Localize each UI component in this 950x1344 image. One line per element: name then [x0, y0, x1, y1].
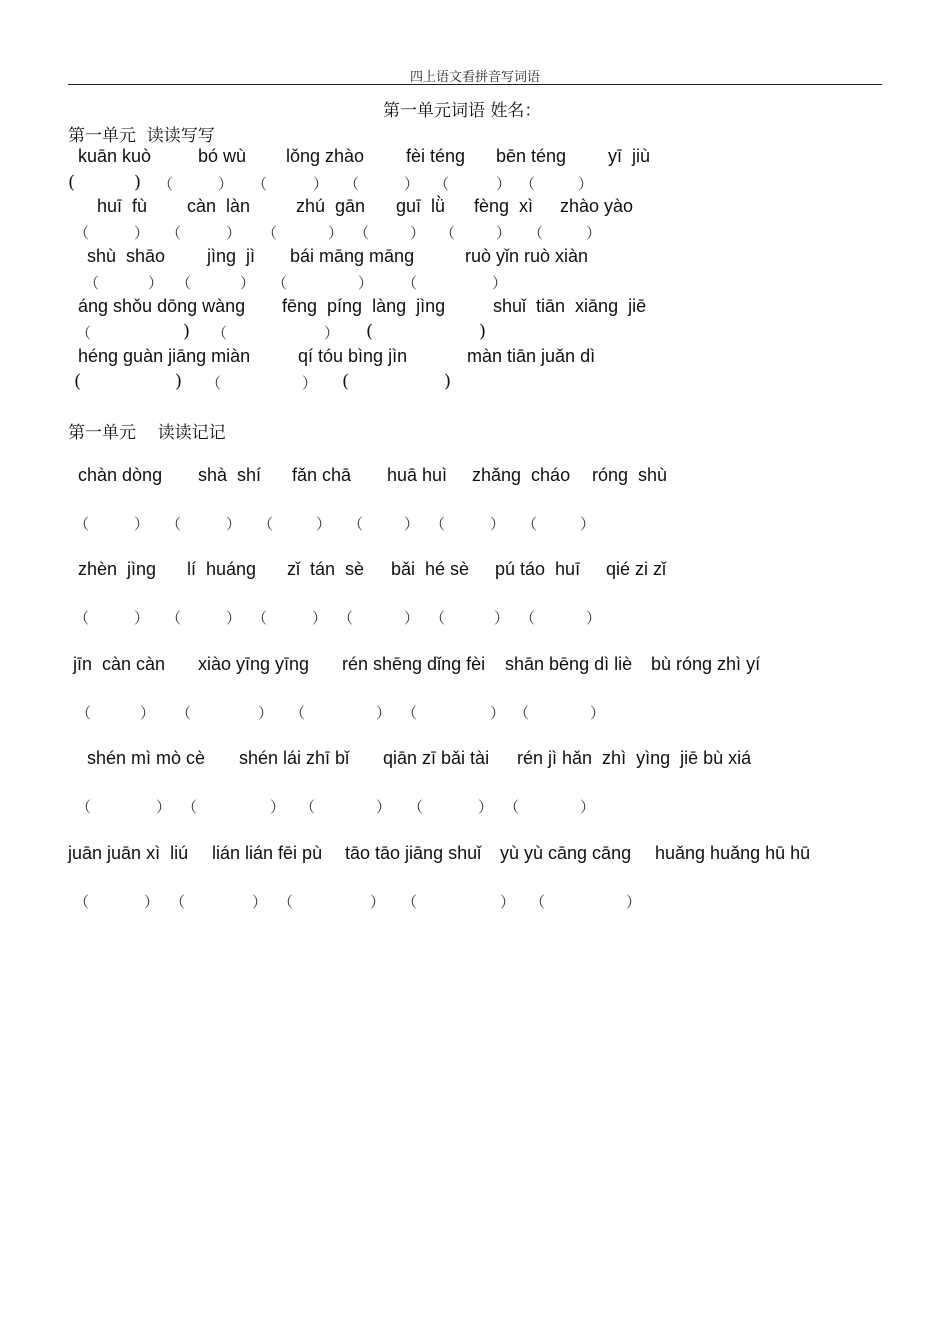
pinyin-word: bái māng māng — [290, 246, 415, 266]
pinyin-word: càn làn — [187, 196, 251, 216]
pinyin-word: lí huáng — [187, 559, 257, 579]
answer-paren-open: （ — [206, 374, 222, 392]
pinyin-word: jìng jì — [207, 246, 256, 266]
pinyin-word: qí tóu bìng jìn — [298, 346, 408, 366]
pinyin-word: lián lián fēi pù — [212, 843, 323, 863]
pinyin-word: ruò yǐn ruò xiàn — [465, 246, 589, 266]
answer-paren-open: （ — [76, 798, 92, 816]
pinyin-word: áng shǒu dōng wàng — [78, 296, 246, 316]
section1-heading: 第一单元 读读写写 — [68, 126, 215, 146]
answer-paren-close: ） — [626, 893, 642, 911]
answer-paren-close: ） — [312, 609, 328, 627]
answer-paren-close: ） — [252, 893, 268, 911]
answer-paren-close: ） — [500, 893, 516, 911]
pinyin-word: tāo tāo jiāng shuǐ — [345, 843, 482, 863]
answer-paren-close: ） — [492, 274, 508, 292]
answer-paren-open: （ — [520, 175, 536, 193]
pinyin-word: rén shēng dǐng fèi — [342, 654, 486, 674]
pinyin-word: shén lái zhī bǐ — [239, 748, 350, 768]
answer-paren-open: （ — [170, 893, 186, 911]
answer-paren-open: （ — [348, 515, 364, 533]
answer-paren-open: （ — [528, 224, 544, 242]
answer-paren-open: （ — [354, 224, 370, 242]
page-title: 第一单元词语 姓名： — [383, 101, 542, 121]
pinyin-word: bēn téng — [496, 146, 567, 166]
pinyin-word: shù shāo — [87, 246, 166, 266]
answer-paren-open: （ — [504, 798, 520, 816]
answer-paren-open: （ — [212, 324, 228, 342]
answer-paren-open: ( — [342, 371, 350, 392]
pinyin-word: zhǎng cháo — [472, 465, 571, 485]
pinyin-word: shuǐ tiān xiāng jiē — [493, 296, 647, 316]
answer-paren-close: ） — [302, 374, 318, 392]
answer-paren-close: ） — [410, 224, 426, 242]
answer-paren-close: ） — [586, 224, 602, 242]
pinyin-word: zhú gān — [296, 196, 366, 216]
answer-paren-open: （ — [252, 175, 268, 193]
answer-paren-open: （ — [74, 609, 90, 627]
answer-paren-open: （ — [176, 704, 192, 722]
answer-paren-close: ） — [148, 274, 164, 292]
answer-paren-open: （ — [402, 704, 418, 722]
pinyin-word: fēng píng làng jìng — [282, 296, 446, 316]
answer-paren-close: ） — [134, 609, 150, 627]
pinyin-word: zǐ tán sè — [287, 559, 365, 579]
answer-paren-open: （ — [74, 893, 90, 911]
pinyin-word: qiān zī bǎi tài — [383, 748, 490, 768]
answer-paren-close: ） — [590, 704, 606, 722]
answer-paren-open: （ — [434, 175, 450, 193]
answer-paren-close: ） — [494, 609, 510, 627]
pinyin-word: xiào yīng yīng — [198, 654, 310, 674]
answer-paren-close: ） — [404, 515, 420, 533]
pinyin-word: bù róng zhì yí — [651, 654, 761, 674]
pinyin-word: zhào yào — [560, 196, 634, 216]
pinyin-word: fèi téng — [406, 146, 466, 166]
answer-paren-close: ） — [580, 798, 596, 816]
answer-paren-open: （ — [258, 515, 274, 533]
answer-paren-open: （ — [522, 515, 538, 533]
answer-paren-close: ） — [226, 609, 242, 627]
answer-paren-open: （ — [278, 893, 294, 911]
answer-paren-close: ） — [586, 609, 602, 627]
answer-paren-close: ） — [370, 893, 386, 911]
pinyin-word: héng guàn jiāng miàn — [78, 346, 251, 366]
pinyin-word: huǎng huǎng hū hū — [655, 843, 811, 863]
answer-paren-open: （ — [300, 798, 316, 816]
answer-paren-open: ( — [68, 172, 76, 193]
pinyin-word: shān bēng dì liè — [505, 654, 633, 674]
pinyin-word: bó wù — [198, 146, 247, 166]
answer-paren-close: ） — [496, 224, 512, 242]
pinyin-word: rén jì hǎn zhì yìng jiē bù xiá — [517, 748, 752, 768]
answer-paren-close: ) — [134, 172, 142, 193]
answer-paren-close: ） — [490, 704, 506, 722]
answer-paren-close: ) — [444, 371, 452, 392]
answer-paren-open: （ — [290, 704, 306, 722]
answer-paren-open: （ — [76, 704, 92, 722]
pinyin-word: chàn dòng — [78, 465, 163, 485]
document-header: 四上语文看拼音写词语 — [409, 70, 540, 85]
answer-paren-close: ） — [358, 274, 374, 292]
answer-paren-open: （ — [272, 274, 288, 292]
answer-paren-open: （ — [74, 224, 90, 242]
answer-paren-open: （ — [514, 704, 530, 722]
answer-paren-open: （ — [402, 893, 418, 911]
answer-paren-close: ） — [258, 704, 274, 722]
answer-paren-open: （ — [430, 515, 446, 533]
answer-paren-close: ） — [580, 515, 596, 533]
answer-paren-close: ） — [226, 515, 242, 533]
answer-paren-open: ( — [74, 371, 82, 392]
answer-paren-close: ) — [479, 321, 487, 342]
pinyin-word: shà shí — [198, 465, 262, 485]
section2-heading: 第一单元 读读记记 — [68, 423, 226, 443]
pinyin-word: kuān kuò — [78, 146, 152, 166]
pinyin-word: yī jiù — [608, 146, 651, 166]
pinyin-word: huā huì — [387, 465, 448, 485]
pinyin-word: fèng xì — [474, 196, 534, 216]
pinyin-word: róng shù — [592, 465, 668, 485]
pinyin-word: jīn càn càn — [73, 654, 166, 674]
answer-paren-close: ） — [496, 175, 512, 193]
answer-paren-close: ） — [226, 224, 242, 242]
answer-paren-open: （ — [344, 175, 360, 193]
answer-paren-open: （ — [176, 274, 192, 292]
answer-paren-close: ） — [404, 175, 420, 193]
pinyin-word: màn tiān juǎn dì — [467, 346, 596, 366]
answer-paren-open: （ — [74, 515, 90, 533]
answer-paren-close: ） — [490, 515, 506, 533]
answer-paren-close: ） — [328, 224, 344, 242]
answer-paren-close: ） — [478, 798, 494, 816]
answer-paren-close: ） — [270, 798, 286, 816]
answer-paren-open: （ — [182, 798, 198, 816]
answer-paren-open: ( — [366, 321, 374, 342]
answer-paren-open: （ — [430, 609, 446, 627]
answer-paren-close: ) — [175, 371, 183, 392]
answer-paren-close: ） — [316, 515, 332, 533]
answer-paren-close: ） — [313, 175, 329, 193]
answer-paren-open: （ — [402, 274, 418, 292]
answer-paren-close: ） — [140, 704, 156, 722]
pinyin-word: pú táo huī — [495, 559, 581, 579]
answer-paren-open: （ — [338, 609, 354, 627]
answer-paren-open: （ — [262, 224, 278, 242]
answer-paren-close: ） — [376, 798, 392, 816]
answer-paren-open: （ — [166, 224, 182, 242]
answer-paren-close: ） — [156, 798, 172, 816]
pinyin-word: guī lǜ — [396, 196, 446, 216]
header-rule — [68, 84, 882, 85]
pinyin-word: bǎi hé sè — [391, 559, 470, 579]
pinyin-word: zhèn jìng — [78, 559, 157, 579]
answer-paren-close: ） — [134, 515, 150, 533]
answer-paren-open: （ — [530, 893, 546, 911]
answer-paren-open: （ — [84, 274, 100, 292]
pinyin-word: qié zi zǐ — [606, 559, 667, 579]
pinyin-word: fǎn chā — [292, 465, 352, 485]
pinyin-word: lǒng zhào — [286, 146, 365, 166]
pinyin-word: huī fù — [97, 196, 148, 216]
answer-paren-close: ） — [376, 704, 392, 722]
answer-paren-close: ） — [218, 175, 234, 193]
answer-paren-open: （ — [166, 515, 182, 533]
answer-paren-open: （ — [252, 609, 268, 627]
answer-paren-close: ） — [144, 893, 160, 911]
answer-paren-open: （ — [408, 798, 424, 816]
answer-paren-close: ） — [240, 274, 256, 292]
answer-paren-open: （ — [440, 224, 456, 242]
answer-paren-close: ) — [183, 321, 191, 342]
answer-paren-open: （ — [158, 175, 174, 193]
pinyin-word: shén mì mò cè — [87, 748, 206, 768]
answer-paren-close: ） — [324, 324, 340, 342]
answer-paren-open: （ — [76, 324, 92, 342]
pinyin-word: yù yù cāng cāng — [500, 843, 632, 863]
pinyin-word: juān juān xì liú — [68, 843, 189, 863]
answer-paren-close: ） — [134, 224, 150, 242]
answer-paren-close: ） — [578, 175, 594, 193]
answer-paren-open: （ — [166, 609, 182, 627]
answer-paren-close: ） — [404, 609, 420, 627]
answer-paren-open: （ — [520, 609, 536, 627]
